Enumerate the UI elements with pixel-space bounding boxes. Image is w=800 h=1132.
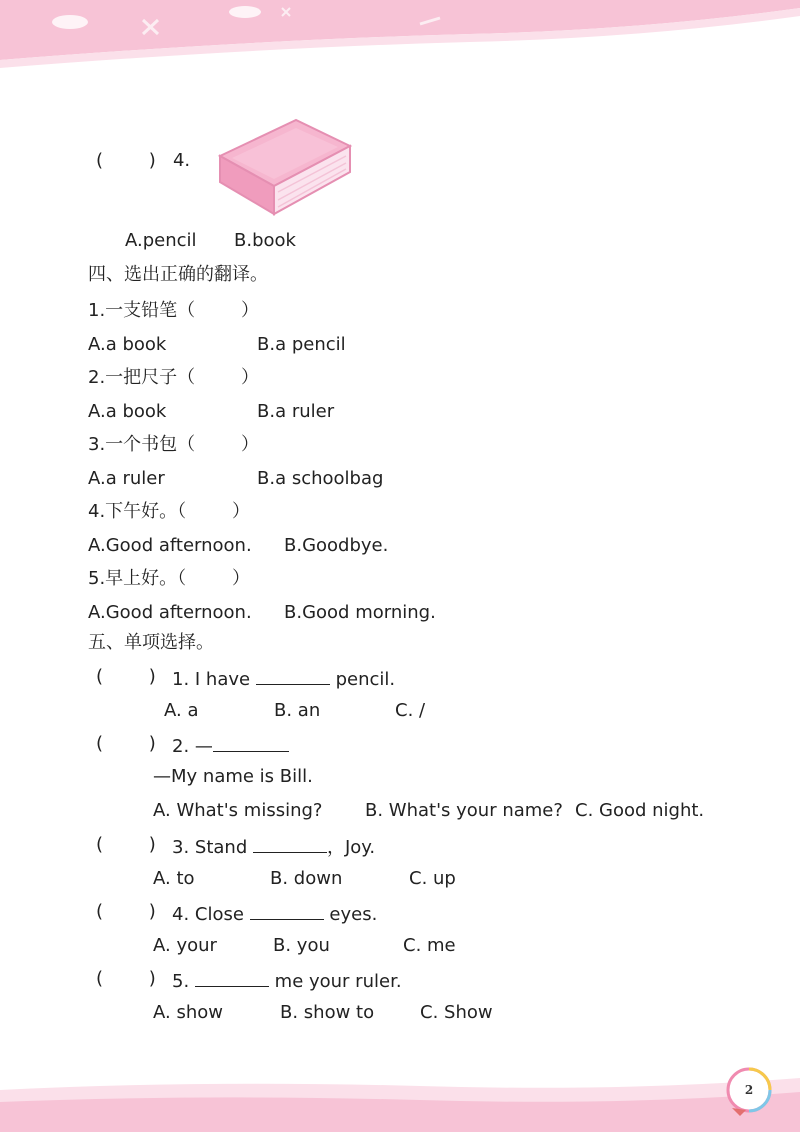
section5-q1-option-a: A. a bbox=[164, 700, 199, 721]
section5-q5-option-a: A. show bbox=[153, 1002, 223, 1023]
section5-q4-option-c: C. me bbox=[403, 935, 456, 956]
section5-q3-option-b: B. down bbox=[270, 868, 343, 889]
section5-q2-line2: —My name is Bill. bbox=[153, 766, 313, 787]
section5-q1-stem: 1. I have pencil. bbox=[172, 666, 395, 691]
q3-item4-option-a: A.pencil bbox=[125, 230, 197, 251]
section5-q4-option-a: A. your bbox=[153, 935, 217, 956]
section5-q2-option-a: A. What's missing? bbox=[153, 800, 323, 821]
section4-q4-option-a: A.Good afternoon. bbox=[88, 535, 252, 556]
answer-blank[interactable] bbox=[250, 901, 324, 920]
section4-q2-option-b: B.a ruler bbox=[257, 401, 335, 422]
q3-item4-option-b: B.book bbox=[234, 230, 296, 251]
section5-q3-option-a: A. to bbox=[153, 868, 195, 889]
section4-q3: 3.一个书包（ ） bbox=[88, 434, 259, 455]
section5-q5-stem: 5. me your ruler. bbox=[172, 968, 402, 993]
section4-q3-option-a: A.a ruler bbox=[88, 468, 165, 489]
section4-q4-option-b: B.Goodbye. bbox=[284, 535, 389, 556]
section5-q3-option-c: C. up bbox=[409, 868, 456, 889]
section4-q1-option-a: A.a book bbox=[88, 334, 167, 355]
section5-q2-paren: ( ) bbox=[96, 733, 156, 754]
section4-q5-option-a: A.Good afternoon. bbox=[88, 602, 252, 623]
answer-blank[interactable] bbox=[195, 968, 269, 987]
section5-q2-option-c: C. Good night. bbox=[575, 800, 705, 821]
section5-heading: 五、单项选择。 bbox=[88, 632, 214, 653]
answer-blank[interactable] bbox=[253, 834, 327, 853]
answer-blank[interactable] bbox=[213, 733, 289, 752]
section5-q3-stem: 3. Stand ，Joy. bbox=[172, 834, 375, 859]
section5-q1-option-b: B. an bbox=[274, 700, 321, 721]
page-number: 2 bbox=[744, 1083, 754, 1097]
q3-item4-number: ( ) 4. bbox=[96, 150, 191, 171]
section4-q3-option-b: B.a schoolbag bbox=[257, 468, 384, 489]
section5-q5-option-b: B. show to bbox=[280, 1002, 375, 1023]
section5-q4-paren: ( ) bbox=[96, 901, 156, 922]
section5-q1-paren: ( ) bbox=[96, 666, 156, 687]
answer-blank[interactable] bbox=[256, 666, 330, 685]
section4-heading: 四、选出正确的翻译。 bbox=[88, 264, 268, 285]
book-image bbox=[212, 116, 354, 220]
section5-q3-paren: ( ) bbox=[96, 834, 156, 855]
section5-q1-option-c: C. / bbox=[395, 700, 426, 721]
section5-q5-option-c: C. Show bbox=[420, 1002, 493, 1023]
section5-q2-stem: 2. — bbox=[172, 733, 289, 758]
section5-q4-option-b: B. you bbox=[273, 935, 330, 956]
section4-q4: 4.下午好。（ ） bbox=[88, 501, 250, 522]
section4-q1: 1.一支铅笔（ ） bbox=[88, 300, 259, 321]
bottom-banner bbox=[0, 1060, 800, 1132]
section4-q2: 2.一把尺子（ ） bbox=[88, 367, 259, 388]
section5-q5-paren: ( ) bbox=[96, 968, 156, 989]
section4-q5: 5.早上好。（ ） bbox=[88, 568, 250, 589]
section4-q2-option-a: A.a book bbox=[88, 401, 167, 422]
top-banner bbox=[0, 0, 800, 70]
section4-q5-option-b: B.Good morning. bbox=[284, 602, 436, 623]
section4-q1-option-b: B.a pencil bbox=[257, 334, 346, 355]
section5-q2-option-b: B. What's your name? bbox=[365, 800, 563, 821]
section5-q4-stem: 4. Close eyes. bbox=[172, 901, 377, 926]
